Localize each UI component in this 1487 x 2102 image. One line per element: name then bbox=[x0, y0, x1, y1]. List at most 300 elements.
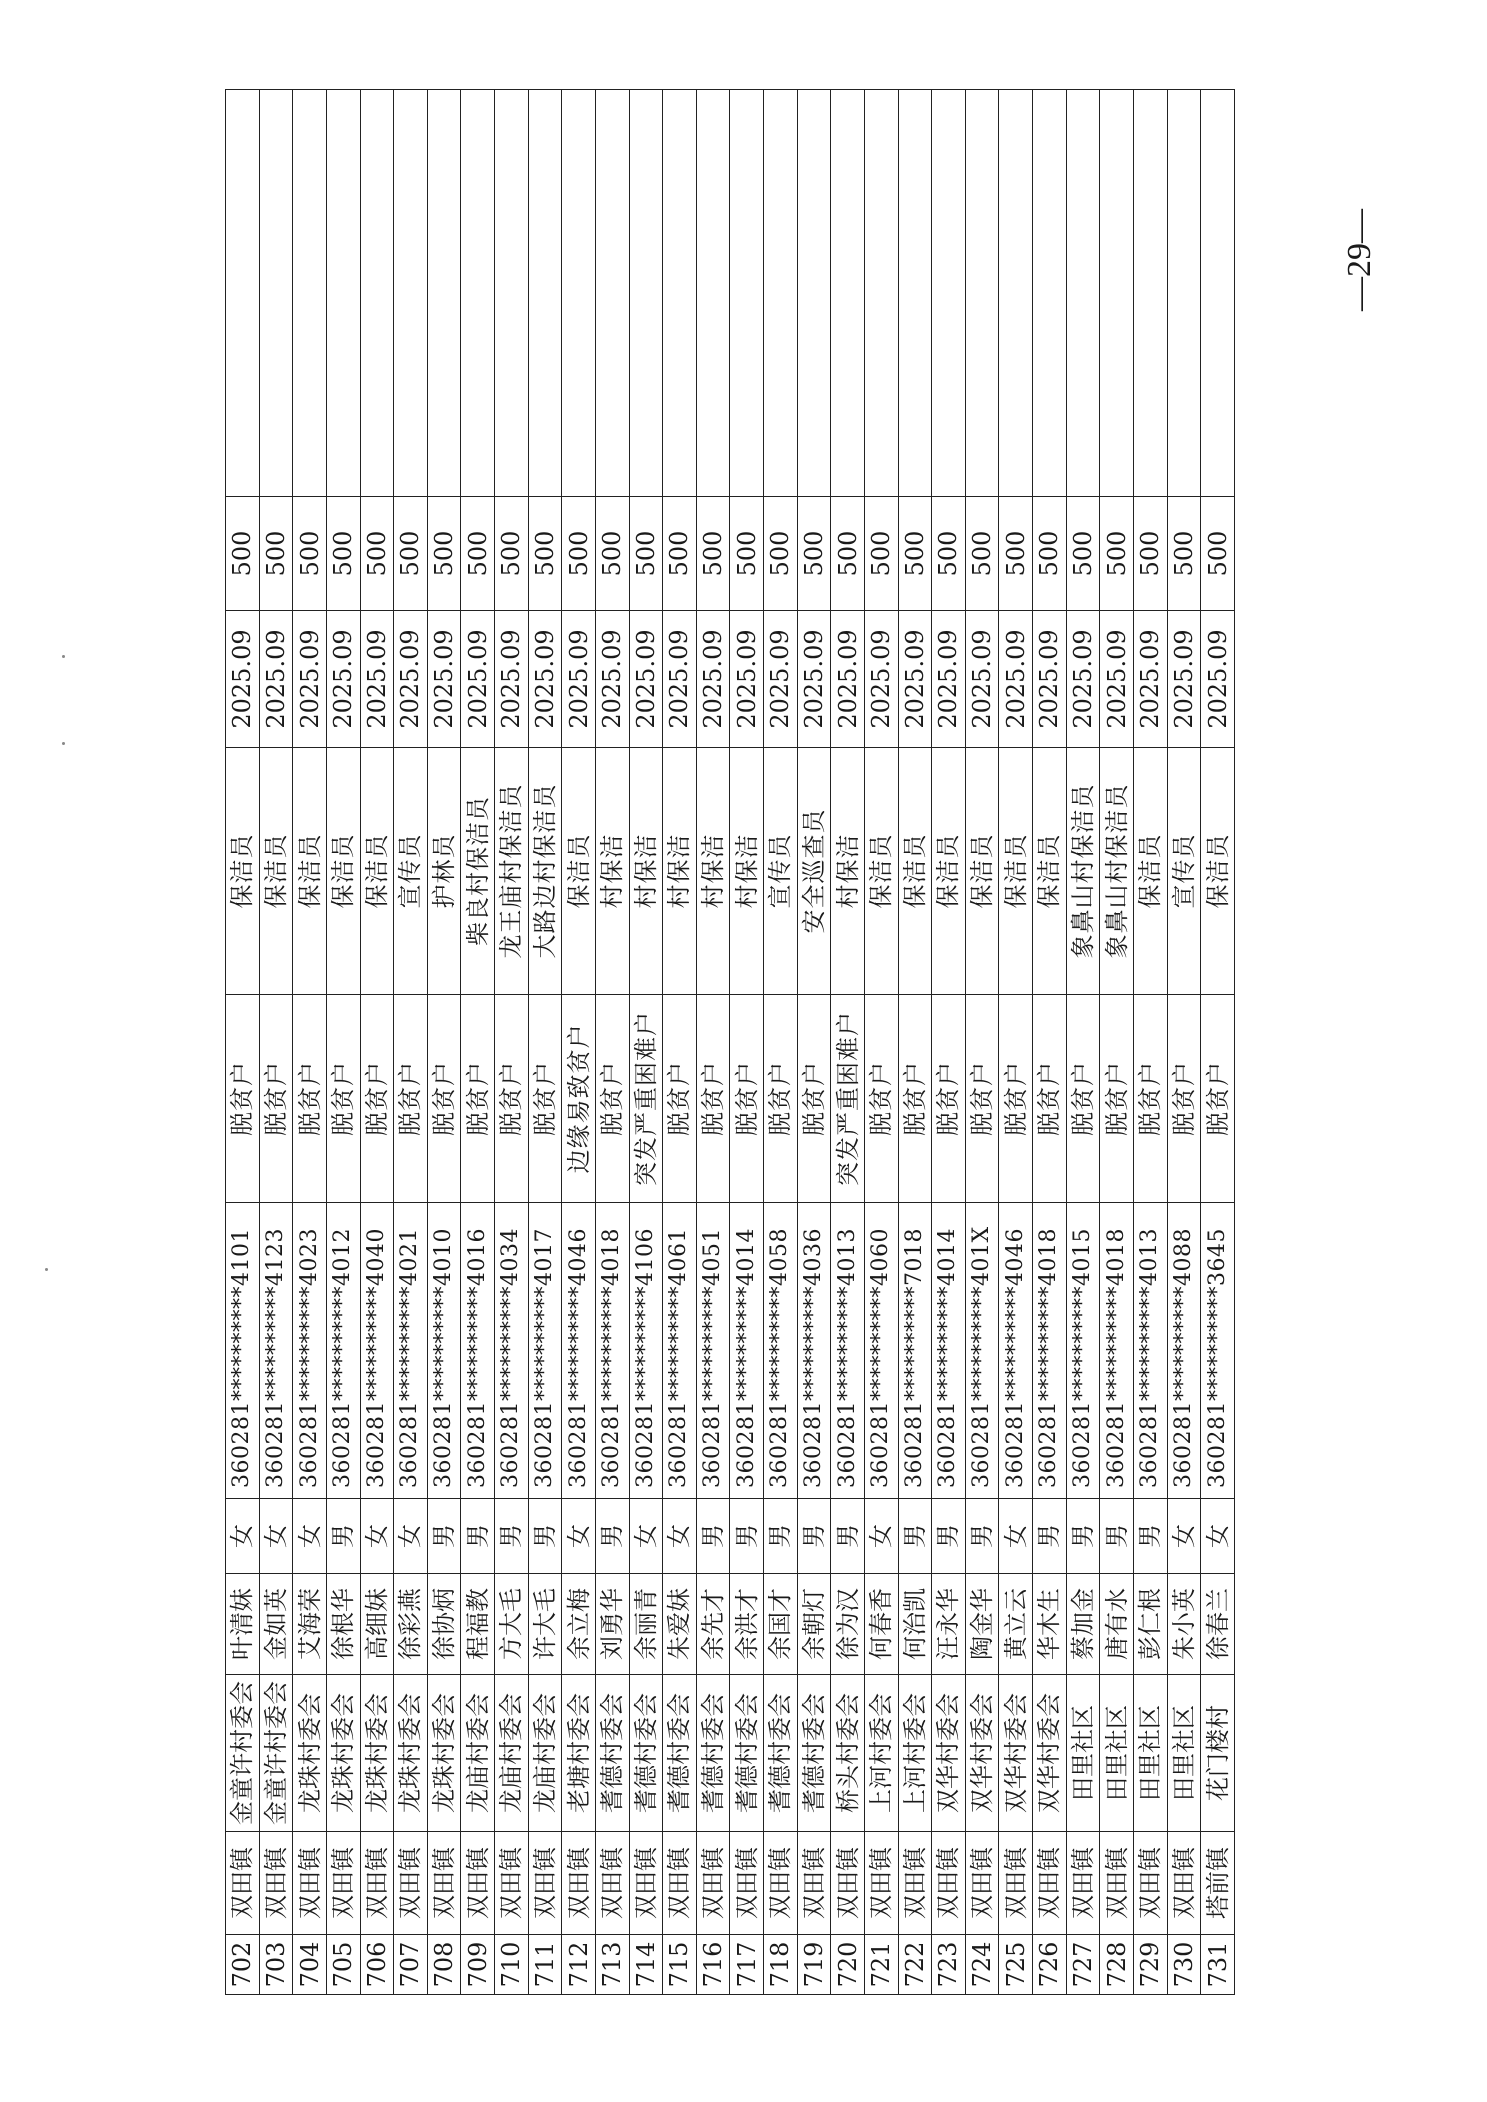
cell-idc: 360281**********4051 bbox=[696, 1203, 730, 1499]
cell-amount: 500 bbox=[1100, 497, 1134, 611]
cell-idc: 360281**********401X bbox=[965, 1203, 999, 1499]
cell-job: 保洁员 bbox=[1201, 748, 1235, 995]
cell-village: 龙庙村委会 bbox=[461, 1675, 495, 1832]
cell-gender: 女 bbox=[999, 1499, 1033, 1574]
cell-job: 保洁员 bbox=[1033, 748, 1067, 995]
cell-gender: 女 bbox=[293, 1499, 327, 1574]
cell-name: 朱爱妹 bbox=[663, 1574, 697, 1675]
cell-name: 程福教 bbox=[461, 1574, 495, 1675]
cell-name: 徐根华 bbox=[326, 1574, 360, 1675]
cell-village: 双华村委会 bbox=[965, 1675, 999, 1832]
cell-village: 龙庙村委会 bbox=[528, 1675, 562, 1832]
cell-no: 710 bbox=[495, 1935, 529, 1995]
cell-job: 保洁员 bbox=[226, 748, 260, 995]
cell-amount: 500 bbox=[427, 497, 461, 611]
cell-type: 脱贫户 bbox=[1066, 995, 1100, 1203]
table-row bbox=[360, 90, 394, 1995]
cell-name: 华木生 bbox=[1033, 1574, 1067, 1675]
cell-idc: 360281**********7018 bbox=[898, 1203, 932, 1499]
scan-speck bbox=[62, 742, 65, 745]
cell-no: 716 bbox=[696, 1935, 730, 1995]
cell-date: 2025.09 bbox=[326, 611, 360, 748]
cell-blank bbox=[696, 90, 730, 497]
cell-idc: 360281**********4036 bbox=[797, 1203, 831, 1499]
cell-blank bbox=[797, 90, 831, 497]
cell-idc: 360281**********4023 bbox=[293, 1203, 327, 1499]
cell-type: 脱贫户 bbox=[259, 995, 293, 1203]
cell-name: 何春香 bbox=[864, 1574, 898, 1675]
cell-type: 脱贫户 bbox=[1201, 995, 1235, 1203]
cell-gender: 男 bbox=[797, 1499, 831, 1574]
cell-type: 脱贫户 bbox=[1100, 995, 1134, 1203]
cell-blank bbox=[528, 90, 562, 497]
cell-blank bbox=[898, 90, 932, 497]
cell-no: 725 bbox=[999, 1935, 1033, 1995]
cell-town: 双田镇 bbox=[1133, 1832, 1167, 1935]
cell-town: 双田镇 bbox=[663, 1832, 697, 1935]
cell-name: 余先才 bbox=[696, 1574, 730, 1675]
cell-no: 721 bbox=[864, 1935, 898, 1995]
table-row bbox=[965, 90, 999, 1995]
cell-name: 彭仁根 bbox=[1133, 1574, 1167, 1675]
cell-amount: 500 bbox=[898, 497, 932, 611]
cell-idc: 360281**********4013 bbox=[831, 1203, 865, 1499]
cell-date: 2025.09 bbox=[226, 611, 260, 748]
cell-no: 720 bbox=[831, 1935, 865, 1995]
cell-date: 2025.09 bbox=[1167, 611, 1201, 748]
cell-amount: 500 bbox=[360, 497, 394, 611]
table-row bbox=[932, 90, 966, 1995]
cell-type: 脱贫户 bbox=[864, 995, 898, 1203]
cell-gender: 男 bbox=[528, 1499, 562, 1574]
cell-town: 双田镇 bbox=[326, 1832, 360, 1935]
cell-amount: 500 bbox=[495, 497, 529, 611]
cell-date: 2025.09 bbox=[898, 611, 932, 748]
cell-gender: 女 bbox=[562, 1499, 596, 1574]
cell-village: 田里社区 bbox=[1133, 1675, 1167, 1832]
table-row bbox=[1066, 90, 1100, 1995]
table-row bbox=[293, 90, 327, 1995]
cell-gender: 女 bbox=[1201, 1499, 1235, 1574]
cell-date: 2025.09 bbox=[696, 611, 730, 748]
cell-name: 何治凯 bbox=[898, 1574, 932, 1675]
cell-type: 脱贫户 bbox=[898, 995, 932, 1203]
cell-type: 脱贫户 bbox=[495, 995, 529, 1203]
cell-town: 双田镇 bbox=[495, 1832, 529, 1935]
cell-village: 耆德村委会 bbox=[595, 1675, 629, 1832]
cell-blank bbox=[226, 90, 260, 497]
cell-job: 村保洁 bbox=[730, 748, 764, 995]
cell-name: 艾海荣 bbox=[293, 1574, 327, 1675]
cell-blank bbox=[629, 90, 663, 497]
cell-gender: 男 bbox=[326, 1499, 360, 1574]
cell-type: 脱贫户 bbox=[797, 995, 831, 1203]
cell-idc: 360281**********4061 bbox=[663, 1203, 697, 1499]
cell-date: 2025.09 bbox=[595, 611, 629, 748]
cell-name: 方大毛 bbox=[495, 1574, 529, 1675]
page-number: — 29 — bbox=[1341, 209, 1378, 311]
cell-gender: 男 bbox=[595, 1499, 629, 1574]
cell-town: 双田镇 bbox=[528, 1832, 562, 1935]
cell-date: 2025.09 bbox=[461, 611, 495, 748]
cell-blank bbox=[1033, 90, 1067, 497]
cell-town: 双田镇 bbox=[932, 1832, 966, 1935]
cell-blank bbox=[730, 90, 764, 497]
cell-job: 保洁员 bbox=[326, 748, 360, 995]
page-number-value: 29 bbox=[1341, 243, 1378, 277]
cell-blank bbox=[595, 90, 629, 497]
cell-town: 双田镇 bbox=[1100, 1832, 1134, 1935]
cell-amount: 500 bbox=[528, 497, 562, 611]
cell-idc: 360281**********3645 bbox=[1201, 1203, 1235, 1499]
cell-idc: 360281**********4014 bbox=[730, 1203, 764, 1499]
cell-blank bbox=[663, 90, 697, 497]
cell-job: 保洁员 bbox=[293, 748, 327, 995]
cell-type: 脱贫户 bbox=[663, 995, 697, 1203]
cell-date: 2025.09 bbox=[730, 611, 764, 748]
cell-idc: 360281**********4088 bbox=[1167, 1203, 1201, 1499]
cell-town: 塔前镇 bbox=[1201, 1832, 1235, 1935]
cell-blank bbox=[932, 90, 966, 497]
cell-idc: 360281**********4021 bbox=[394, 1203, 428, 1499]
cell-job: 象鼻山村保洁员 bbox=[1066, 748, 1100, 995]
cell-town: 双田镇 bbox=[1066, 1832, 1100, 1935]
cell-town: 双田镇 bbox=[831, 1832, 865, 1935]
cell-blank bbox=[293, 90, 327, 497]
cell-idc: 360281**********4010 bbox=[427, 1203, 461, 1499]
cell-blank bbox=[1133, 90, 1167, 497]
cell-blank bbox=[427, 90, 461, 497]
table-row bbox=[495, 90, 529, 1995]
cell-type: 边缘易致贫户 bbox=[562, 995, 596, 1203]
cell-idc: 360281**********4018 bbox=[1033, 1203, 1067, 1499]
cell-town: 双田镇 bbox=[797, 1832, 831, 1935]
cell-no: 711 bbox=[528, 1935, 562, 1995]
cell-gender: 女 bbox=[1167, 1499, 1201, 1574]
cell-town: 双田镇 bbox=[1033, 1832, 1067, 1935]
cell-date: 2025.09 bbox=[1066, 611, 1100, 748]
cell-date: 2025.09 bbox=[293, 611, 327, 748]
cell-job: 保洁员 bbox=[999, 748, 1033, 995]
cell-type: 脱贫户 bbox=[326, 995, 360, 1203]
cell-name: 刘勇华 bbox=[595, 1574, 629, 1675]
cell-no: 707 bbox=[394, 1935, 428, 1995]
cell-amount: 500 bbox=[226, 497, 260, 611]
table-row bbox=[797, 90, 831, 1995]
table-row bbox=[898, 90, 932, 1995]
cell-village: 耆德村委会 bbox=[764, 1675, 798, 1832]
cell-town: 双田镇 bbox=[595, 1832, 629, 1935]
cell-type: 脱贫户 bbox=[394, 995, 428, 1203]
cell-village: 龙珠村委会 bbox=[293, 1675, 327, 1832]
cell-type: 脱贫户 bbox=[528, 995, 562, 1203]
cell-type: 脱贫户 bbox=[1167, 995, 1201, 1203]
cell-idc: 360281**********4123 bbox=[259, 1203, 293, 1499]
cell-village: 上河村委会 bbox=[898, 1675, 932, 1832]
table-row bbox=[663, 90, 697, 1995]
cell-amount: 500 bbox=[394, 497, 428, 611]
cell-no: 708 bbox=[427, 1935, 461, 1995]
cell-no: 723 bbox=[932, 1935, 966, 1995]
table-row bbox=[629, 90, 663, 1995]
cell-blank bbox=[1100, 90, 1134, 497]
cell-blank bbox=[1066, 90, 1100, 497]
cell-amount: 500 bbox=[562, 497, 596, 611]
cell-no: 724 bbox=[965, 1935, 999, 1995]
cell-date: 2025.09 bbox=[831, 611, 865, 748]
cell-type: 突发严重困难户 bbox=[629, 995, 663, 1203]
cell-amount: 500 bbox=[326, 497, 360, 611]
cell-gender: 男 bbox=[495, 1499, 529, 1574]
cell-date: 2025.09 bbox=[427, 611, 461, 748]
cell-name: 许大毛 bbox=[528, 1574, 562, 1675]
cell-town: 双田镇 bbox=[764, 1832, 798, 1935]
cell-date: 2025.09 bbox=[1100, 611, 1134, 748]
cell-type: 脱贫户 bbox=[730, 995, 764, 1203]
cell-type: 脱贫户 bbox=[932, 995, 966, 1203]
scan-speck bbox=[45, 1268, 48, 1271]
cell-idc: 360281**********4040 bbox=[360, 1203, 394, 1499]
cell-job: 保洁员 bbox=[965, 748, 999, 995]
cell-village: 龙珠村委会 bbox=[326, 1675, 360, 1832]
cell-date: 2025.09 bbox=[932, 611, 966, 748]
cell-town: 双田镇 bbox=[1167, 1832, 1201, 1935]
table-row bbox=[864, 90, 898, 1995]
cell-name: 陶金华 bbox=[965, 1574, 999, 1675]
cell-gender: 男 bbox=[1100, 1499, 1134, 1574]
cell-gender: 女 bbox=[226, 1499, 260, 1574]
cell-gender: 男 bbox=[932, 1499, 966, 1574]
cell-blank bbox=[764, 90, 798, 497]
cell-no: 718 bbox=[764, 1935, 798, 1995]
cell-village: 老塘村委会 bbox=[562, 1675, 596, 1832]
cell-name: 朱小英 bbox=[1167, 1574, 1201, 1675]
cell-village: 双华村委会 bbox=[999, 1675, 1033, 1832]
cell-town: 双田镇 bbox=[730, 1832, 764, 1935]
cell-date: 2025.09 bbox=[259, 611, 293, 748]
cell-amount: 500 bbox=[629, 497, 663, 611]
cell-gender: 女 bbox=[629, 1499, 663, 1574]
cell-idc: 360281**********4034 bbox=[495, 1203, 529, 1499]
cell-village: 上河村委会 bbox=[864, 1675, 898, 1832]
cell-village: 耆德村委会 bbox=[797, 1675, 831, 1832]
table-row bbox=[999, 90, 1033, 1995]
cell-name: 徐协炳 bbox=[427, 1574, 461, 1675]
cell-town: 双田镇 bbox=[562, 1832, 596, 1935]
cell-job: 宣传员 bbox=[764, 748, 798, 995]
cell-no: 717 bbox=[730, 1935, 764, 1995]
table-row bbox=[1100, 90, 1134, 1995]
cell-job: 保洁员 bbox=[562, 748, 596, 995]
cell-village: 龙庙村委会 bbox=[495, 1675, 529, 1832]
cell-date: 2025.09 bbox=[764, 611, 798, 748]
cell-blank bbox=[1167, 90, 1201, 497]
table-row bbox=[226, 90, 260, 1995]
cell-name: 徐春兰 bbox=[1201, 1574, 1235, 1675]
table-row bbox=[831, 90, 865, 1995]
cell-job: 保洁员 bbox=[259, 748, 293, 995]
cell-name: 黄立云 bbox=[999, 1574, 1033, 1675]
cell-type: 脱贫户 bbox=[696, 995, 730, 1203]
cell-no: 703 bbox=[259, 1935, 293, 1995]
cell-village: 田里社区 bbox=[1167, 1675, 1201, 1832]
cell-date: 2025.09 bbox=[528, 611, 562, 748]
table-row bbox=[1201, 90, 1235, 1995]
cell-blank bbox=[1201, 90, 1235, 497]
cell-gender: 女 bbox=[360, 1499, 394, 1574]
cell-gender: 男 bbox=[965, 1499, 999, 1574]
cell-gender: 男 bbox=[1066, 1499, 1100, 1574]
cell-idc: 360281**********4012 bbox=[326, 1203, 360, 1499]
cell-no: 714 bbox=[629, 1935, 663, 1995]
cell-blank bbox=[831, 90, 865, 497]
cell-blank bbox=[495, 90, 529, 497]
cell-date: 2025.09 bbox=[965, 611, 999, 748]
cell-village: 花门楼村 bbox=[1201, 1675, 1235, 1832]
table-row bbox=[730, 90, 764, 1995]
cell-idc: 360281**********4018 bbox=[595, 1203, 629, 1499]
cell-blank bbox=[562, 90, 596, 497]
cell-name: 余洪才 bbox=[730, 1574, 764, 1675]
cell-no: 729 bbox=[1133, 1935, 1167, 1995]
cell-idc: 360281**********4046 bbox=[562, 1203, 596, 1499]
cell-gender: 女 bbox=[864, 1499, 898, 1574]
table-row bbox=[259, 90, 293, 1995]
cell-amount: 500 bbox=[1167, 497, 1201, 611]
cell-amount: 500 bbox=[999, 497, 1033, 611]
cell-town: 双田镇 bbox=[629, 1832, 663, 1935]
cell-gender: 男 bbox=[1033, 1499, 1067, 1574]
cell-village: 双华村委会 bbox=[1033, 1675, 1067, 1832]
cell-village: 龙珠村委会 bbox=[360, 1675, 394, 1832]
cell-job: 村保洁 bbox=[629, 748, 663, 995]
cell-job: 保洁员 bbox=[898, 748, 932, 995]
cell-village: 金童许村委会 bbox=[226, 1675, 260, 1832]
table-row bbox=[1033, 90, 1067, 1995]
table-row bbox=[394, 90, 428, 1995]
cell-village: 龙珠村委会 bbox=[394, 1675, 428, 1832]
table-row bbox=[461, 90, 495, 1995]
scan-speck bbox=[62, 655, 65, 658]
cell-name: 叶清妹 bbox=[226, 1574, 260, 1675]
cell-no: 719 bbox=[797, 1935, 831, 1995]
cell-date: 2025.09 bbox=[1201, 611, 1235, 748]
cell-amount: 500 bbox=[595, 497, 629, 611]
cell-amount: 500 bbox=[1066, 497, 1100, 611]
cell-job: 护林员 bbox=[427, 748, 461, 995]
cell-blank bbox=[360, 90, 394, 497]
cell-idc: 360281**********4058 bbox=[764, 1203, 798, 1499]
cell-job: 安全巡查员 bbox=[797, 748, 831, 995]
cell-no: 727 bbox=[1066, 1935, 1100, 1995]
cell-date: 2025.09 bbox=[1133, 611, 1167, 748]
cell-no: 702 bbox=[226, 1935, 260, 1995]
cell-no: 722 bbox=[898, 1935, 932, 1995]
cell-gender: 男 bbox=[764, 1499, 798, 1574]
cell-name: 汪永华 bbox=[932, 1574, 966, 1675]
cell-village: 双华村委会 bbox=[932, 1675, 966, 1832]
cell-blank bbox=[326, 90, 360, 497]
cell-idc: 360281**********4018 bbox=[1100, 1203, 1134, 1499]
cell-amount: 500 bbox=[764, 497, 798, 611]
cell-job: 村保洁 bbox=[663, 748, 697, 995]
cell-job: 象鼻山村保洁员 bbox=[1100, 748, 1134, 995]
cell-type: 突发严重困难户 bbox=[831, 995, 865, 1203]
cell-town: 双田镇 bbox=[226, 1832, 260, 1935]
cell-job: 保洁员 bbox=[360, 748, 394, 995]
cell-village: 耆德村委会 bbox=[663, 1675, 697, 1832]
cell-job: 保洁员 bbox=[1133, 748, 1167, 995]
cell-village: 田里社区 bbox=[1066, 1675, 1100, 1832]
cell-amount: 500 bbox=[1133, 497, 1167, 611]
cell-type: 脱贫户 bbox=[999, 995, 1033, 1203]
table-row bbox=[1133, 90, 1167, 1995]
table-row bbox=[696, 90, 730, 1995]
cell-date: 2025.09 bbox=[394, 611, 428, 748]
cell-no: 730 bbox=[1167, 1935, 1201, 1995]
cell-gender: 男 bbox=[730, 1499, 764, 1574]
cell-no: 709 bbox=[461, 1935, 495, 1995]
cell-date: 2025.09 bbox=[663, 611, 697, 748]
cell-blank bbox=[999, 90, 1033, 497]
cell-no: 713 bbox=[595, 1935, 629, 1995]
cell-amount: 500 bbox=[696, 497, 730, 611]
cell-town: 双田镇 bbox=[427, 1832, 461, 1935]
cell-name: 余国才 bbox=[764, 1574, 798, 1675]
cell-blank bbox=[394, 90, 428, 497]
cell-village: 耆德村委会 bbox=[696, 1675, 730, 1832]
table-row bbox=[595, 90, 629, 1995]
cell-no: 712 bbox=[562, 1935, 596, 1995]
cell-village: 龙珠村委会 bbox=[427, 1675, 461, 1832]
cell-village: 桥头村委会 bbox=[831, 1675, 865, 1832]
cell-town: 双田镇 bbox=[864, 1832, 898, 1935]
cell-job: 保洁员 bbox=[932, 748, 966, 995]
cell-village: 田里社区 bbox=[1100, 1675, 1134, 1832]
cell-job: 村保洁 bbox=[595, 748, 629, 995]
cell-town: 双田镇 bbox=[360, 1832, 394, 1935]
cell-idc: 360281**********4014 bbox=[932, 1203, 966, 1499]
cell-job: 村保洁 bbox=[831, 748, 865, 995]
table-row bbox=[427, 90, 461, 1995]
cell-amount: 500 bbox=[864, 497, 898, 611]
cell-date: 2025.09 bbox=[629, 611, 663, 748]
cell-name: 余朝灯 bbox=[797, 1574, 831, 1675]
cell-amount: 500 bbox=[259, 497, 293, 611]
cell-date: 2025.09 bbox=[562, 611, 596, 748]
cell-amount: 500 bbox=[1033, 497, 1067, 611]
cell-name: 蔡加金 bbox=[1066, 1574, 1100, 1675]
cell-type: 脱贫户 bbox=[360, 995, 394, 1203]
cell-gender: 女 bbox=[394, 1499, 428, 1574]
table-row bbox=[562, 90, 596, 1995]
cell-town: 双田镇 bbox=[999, 1832, 1033, 1935]
cell-name: 唐有水 bbox=[1100, 1574, 1134, 1675]
cell-type: 脱贫户 bbox=[595, 995, 629, 1203]
cell-name: 余丽青 bbox=[629, 1574, 663, 1675]
cell-town: 双田镇 bbox=[965, 1832, 999, 1935]
cell-village: 金童许村委会 bbox=[259, 1675, 293, 1832]
cell-type: 脱贫户 bbox=[226, 995, 260, 1203]
cell-type: 脱贫户 bbox=[764, 995, 798, 1203]
cell-gender: 男 bbox=[831, 1499, 865, 1574]
cell-date: 2025.09 bbox=[495, 611, 529, 748]
cell-date: 2025.09 bbox=[1033, 611, 1067, 748]
table-row bbox=[528, 90, 562, 1995]
cell-name: 金如英 bbox=[259, 1574, 293, 1675]
cell-no: 715 bbox=[663, 1935, 697, 1995]
cell-amount: 500 bbox=[461, 497, 495, 611]
